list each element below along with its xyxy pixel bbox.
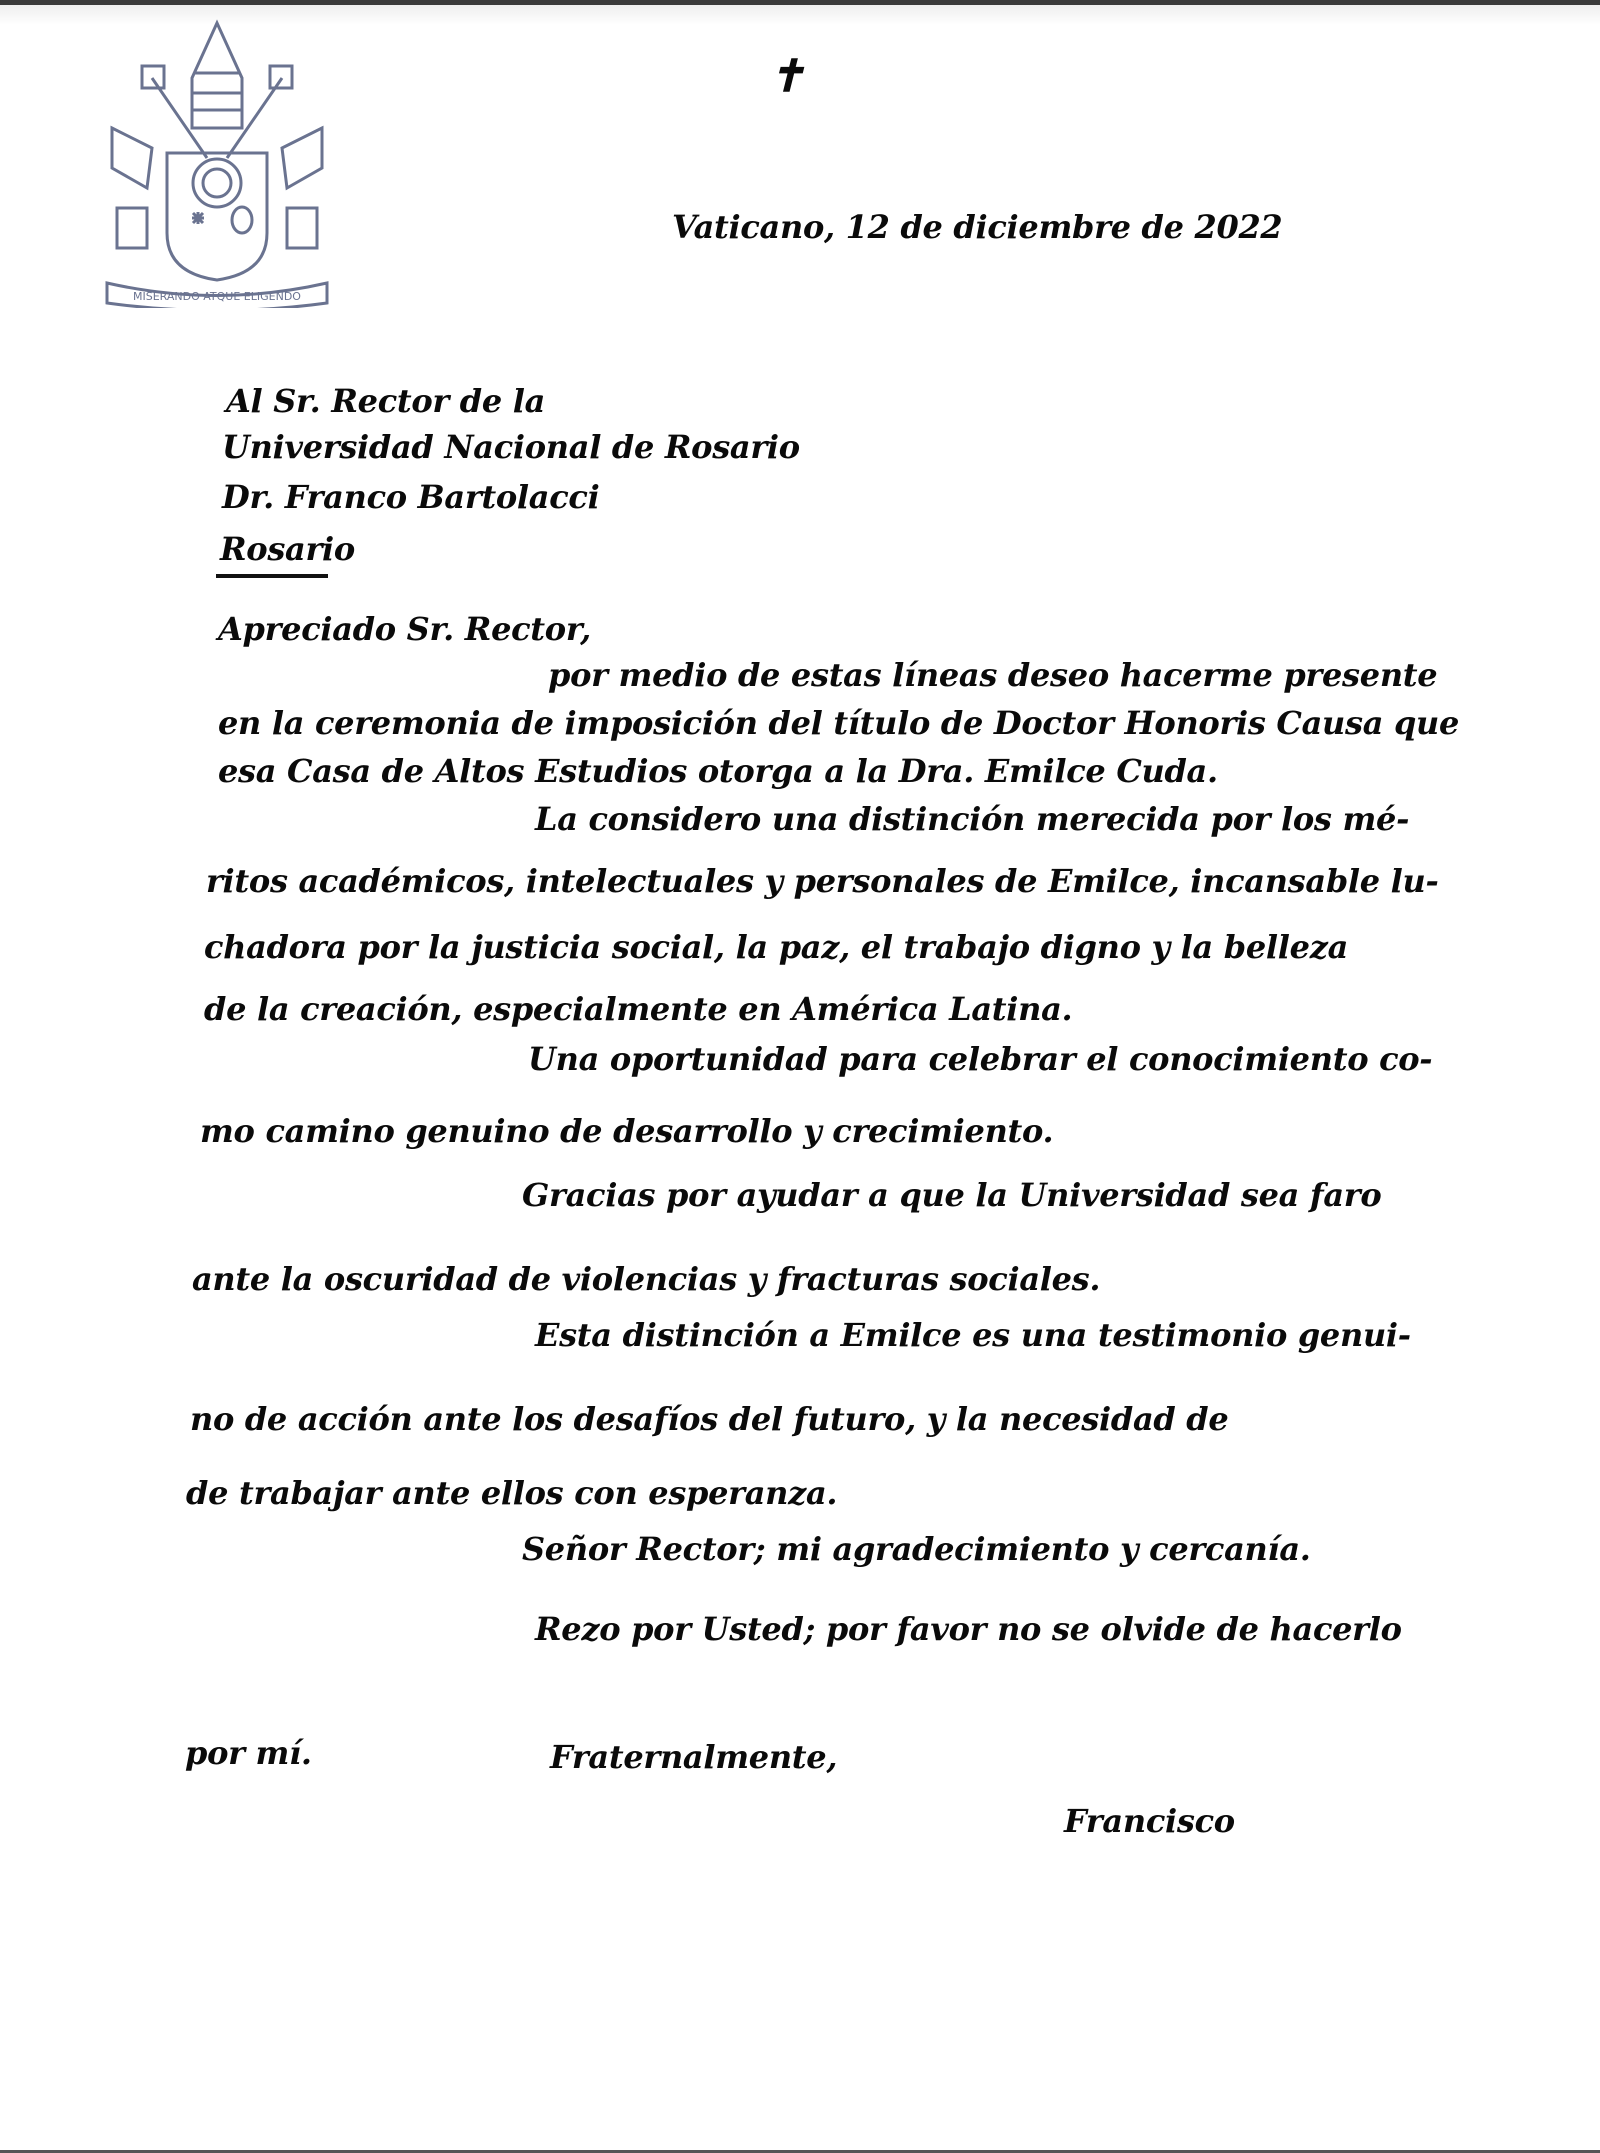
body-line: Esta distinción a Emilce es una testimonio genui- bbox=[535, 1316, 1411, 1354]
body-line: no de acción ante los desafíos del futuro, y la necesidad de bbox=[190, 1400, 1229, 1438]
body-line: La considero una distinción merecida por los mé- bbox=[535, 800, 1410, 838]
date-line: Vaticano, 12 de diciembre de 2022 bbox=[672, 208, 1283, 246]
body-line: en la ceremonia de imposición del título de Doctor Honoris Causa que bbox=[218, 704, 1460, 742]
body-line: por medio de estas líneas deseo hacerme presente bbox=[548, 656, 1438, 694]
mitre-icon bbox=[192, 23, 242, 128]
recipient-line-4: Rosario bbox=[220, 530, 355, 568]
salutation: Apreciado Sr. Rector, bbox=[218, 610, 591, 648]
top-mark: ✝ bbox=[768, 51, 805, 102]
crest-motto: MISERANDO ATQUE ELIGENDO bbox=[133, 290, 301, 303]
recipient-line-2: Universidad Nacional de Rosario bbox=[222, 428, 800, 466]
body-line: chadora por la justicia social, la paz, el trabajo digno y la belleza bbox=[204, 928, 1349, 966]
body-line: ante la oscuridad de violencias y fracturas sociales. bbox=[192, 1260, 1101, 1298]
recipient-line-3: Dr. Franco Bartolacci bbox=[222, 478, 600, 516]
body-line: Rezo por Usted; por favor no se olvide de hacerlo bbox=[535, 1610, 1402, 1648]
body-line: ritos académicos, intelectuales y personales de Emilce, incansable lu- bbox=[206, 862, 1439, 900]
body-line: Gracias por ayudar a que la Universidad sea faro bbox=[522, 1176, 1382, 1214]
body-line: por mí. bbox=[185, 1734, 312, 1772]
keys-icon bbox=[152, 78, 282, 158]
recipient-line-1: Al Sr. Rector de la bbox=[226, 382, 546, 420]
papal-coat-of-arms bbox=[92, 18, 342, 308]
body-line: Señor Rector; mi agradecimiento y cercanía. bbox=[522, 1530, 1311, 1568]
body-line: de la creación, especialmente en América Latina. bbox=[204, 990, 1073, 1028]
body-line: mo camino genuino de desarrollo y crecimiento. bbox=[200, 1112, 1054, 1150]
body-line: de trabajar ante ellos con esperanza. bbox=[186, 1474, 838, 1512]
body-line: Una oportunidad para celebrar el conocimiento co- bbox=[528, 1040, 1433, 1078]
body-line: esa Casa de Altos Estudios otorga a la Dra. Emilce Cuda. bbox=[218, 752, 1218, 790]
closing: Fraternalmente, bbox=[550, 1738, 838, 1776]
recipient-underline bbox=[216, 574, 328, 578]
signature: Francisco bbox=[1064, 1802, 1235, 1840]
